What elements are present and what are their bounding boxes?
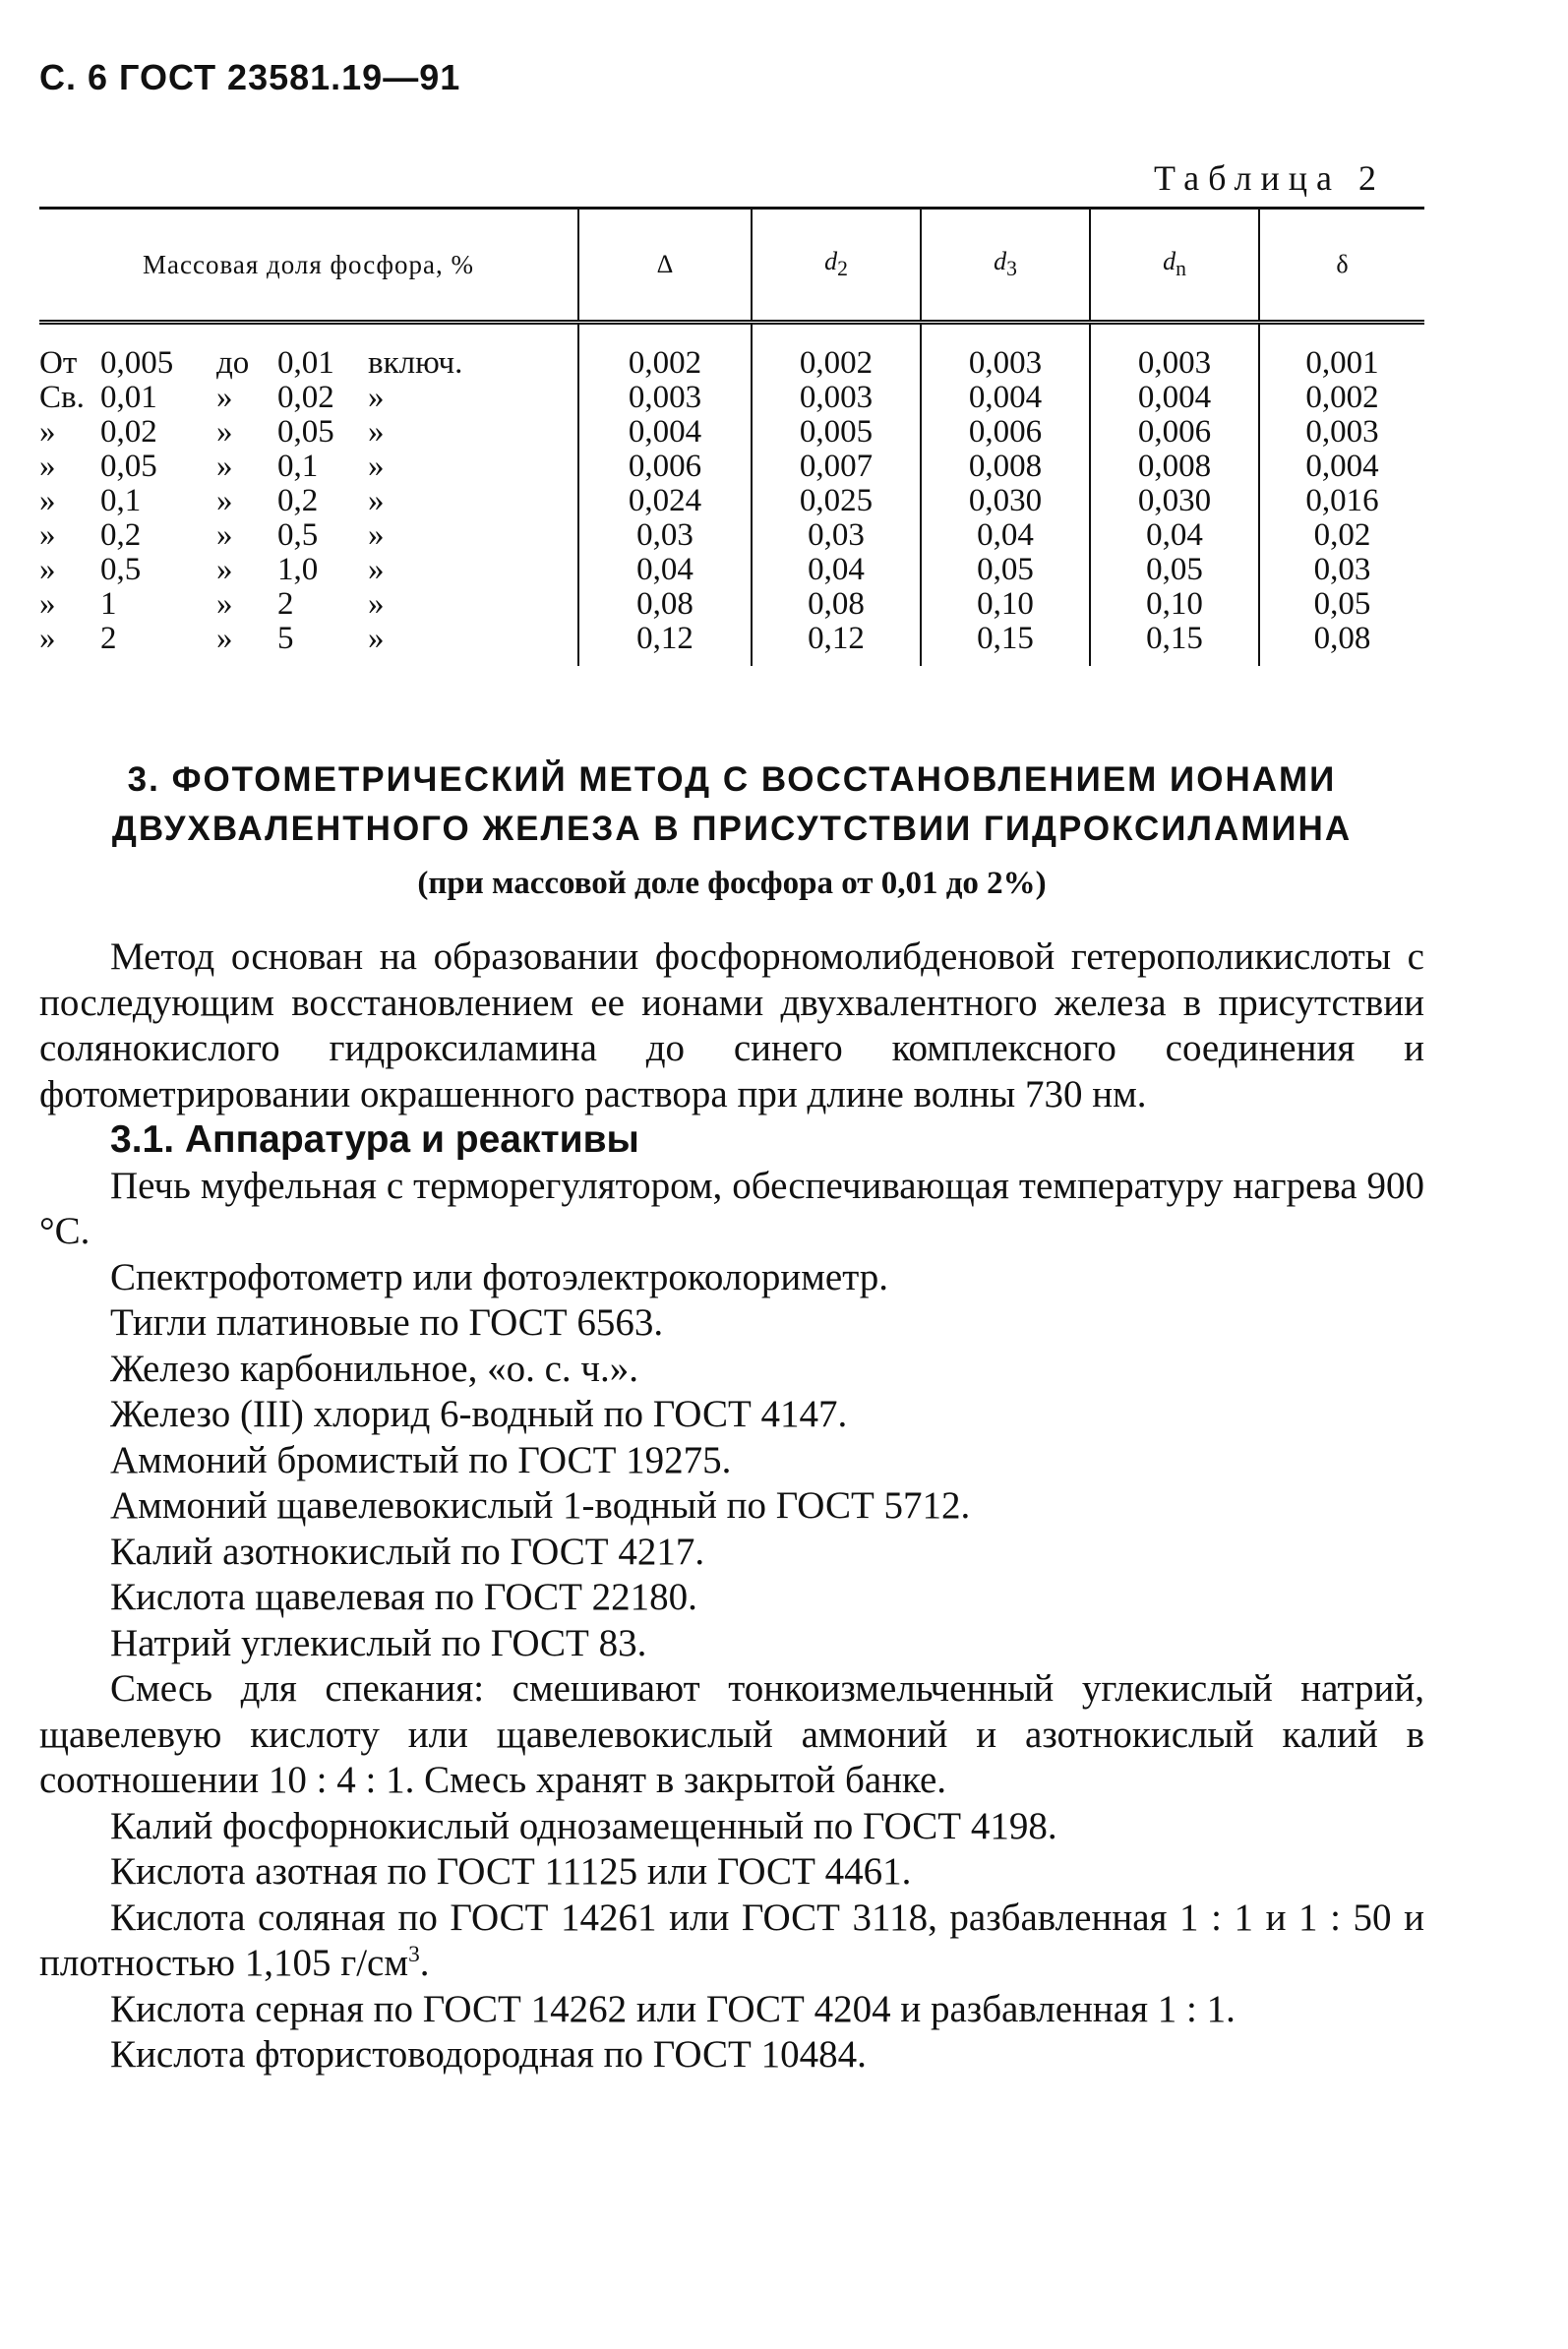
range-cell: » 1 » 2 » bbox=[39, 586, 385, 622]
value-cell: 0,12 bbox=[752, 622, 921, 666]
reagent-item: Железо карбонильное, «о. с. ч.». bbox=[110, 1347, 639, 1390]
table-2 bbox=[39, 207, 1424, 666]
value-cell: 0,03 bbox=[752, 518, 921, 553]
reagent-item: Кислота фтористоводородная по ГОСТ 10484. bbox=[110, 2033, 867, 2076]
table-caption: Таблица 2 bbox=[1154, 158, 1385, 198]
value-cell: 0,030 bbox=[921, 484, 1090, 518]
range-cell: » 0,5 » 1,0 » bbox=[39, 552, 385, 587]
section-body bbox=[39, 934, 1424, 2078]
value-cell: 0,04 bbox=[752, 553, 921, 587]
value-cell: 0,08 bbox=[752, 587, 921, 622]
reagent-item: Кислота азотная по ГОСТ 11125 или ГОСТ 4461. bbox=[110, 1850, 912, 1893]
value-cell: 0,006 bbox=[578, 450, 752, 484]
reagent-item: Кислота соляная по ГОСТ 14261 или ГОСТ 3118, разбавленная 1 : 1 и 1 : 50 и плотностью 1,105 $г/см^3$. bbox=[39, 1896, 1424, 1984]
value-cell: 0,001 bbox=[1259, 323, 1424, 382]
value-cell: 0,003 bbox=[578, 381, 752, 415]
reagents-list-continued bbox=[39, 1987, 1424, 2078]
reagent-item: Калий азотнокислый по ГОСТ 4217. bbox=[110, 1530, 705, 1573]
table-row bbox=[39, 450, 1424, 484]
reagent-item: Кислота серная по ГОСТ 14262 или ГОСТ 4204 и разбавленная 1 : 1. bbox=[110, 1987, 1236, 2030]
reagent-item: Железо (III) хлорид 6-водный по ГОСТ 4147. bbox=[110, 1393, 848, 1435]
column-header-mass-fraction: Массовая доля фосфора, % bbox=[39, 209, 578, 323]
value-cell: 0,007 bbox=[752, 450, 921, 484]
value-cell: 0,05 bbox=[921, 553, 1090, 587]
reagent-item: Аммоний щавелевокислый 1-водный по ГОСТ 5712. bbox=[110, 1484, 971, 1527]
method-description: Метод основан на образовании фосфорномолибденовой гетерополикислоты с последующим восстановлением ее ионами двухвалентного железа в присутствии солянокислого гидроксиламина до синего комплексного соединения и фотометрировании окрашенного раствора при длине волны 730 нм. bbox=[39, 935, 1424, 1115]
value-cell: 0,004 bbox=[1259, 450, 1424, 484]
reagent-item: Смесь для спекания: смешивают тонкоизмельченный углекислый натрий, щавелевую кислоту или щавелевокислый аммоний и азотнокислый калий в соотношении 10 : 4 : 1. Смесь хранят в закрытой банке. bbox=[39, 1667, 1424, 1801]
table-row bbox=[39, 587, 1424, 622]
value-cell: 0,006 bbox=[1090, 415, 1259, 450]
section-heading bbox=[39, 755, 1424, 854]
reagent-item: Калий фосфорнокислый однозамещенный по ГОСТ 4198. bbox=[110, 1804, 1057, 1847]
value-cell: 0,04 bbox=[1090, 518, 1259, 553]
value-cell: 0,05 bbox=[1090, 553, 1259, 587]
subsection-title: 3.1. Аппаратура и реактивы bbox=[110, 1118, 639, 1161]
range-cell: » 0,05 » 0,1 » bbox=[39, 449, 385, 484]
table-row bbox=[39, 323, 1424, 382]
value-cell: 0,15 bbox=[1090, 622, 1259, 666]
range-cell: Св. 0,01 » 0,02 » bbox=[39, 380, 385, 415]
value-cell: 0,003 bbox=[921, 323, 1090, 382]
value-cell: 0,006 bbox=[921, 415, 1090, 450]
value-cell: 0,003 bbox=[1090, 323, 1259, 382]
table-row bbox=[39, 622, 1424, 666]
section-subheading: (при массовой доле фосфора от 0,01 до 2%) bbox=[417, 866, 1047, 901]
table-row bbox=[39, 553, 1424, 587]
reagent-item: Печь муфельная с терморегулятором, обеспечивающая температуру нагрева 900 °С. bbox=[39, 1164, 1424, 1252]
page-header: С. 6 ГОСТ 23581.19—91 bbox=[39, 57, 461, 97]
value-cell: 0,08 bbox=[1259, 622, 1424, 666]
value-cell: 0,10 bbox=[921, 587, 1090, 622]
value-cell: 0,03 bbox=[1259, 553, 1424, 587]
value-cell: 0,004 bbox=[578, 415, 752, 450]
reagent-item: Натрий углекислый по ГОСТ 83. bbox=[110, 1621, 647, 1664]
value-cell: 0,002 bbox=[1259, 381, 1424, 415]
value-cell: 0,003 bbox=[1259, 415, 1424, 450]
value-cell: 0,008 bbox=[921, 450, 1090, 484]
reagent-item: Спектрофотометр или фотоэлектроколориметр. bbox=[110, 1255, 888, 1298]
range-cell: » 0,2 » 0,5 » bbox=[39, 517, 385, 553]
range-cell: » 0,02 » 0,05 » bbox=[39, 414, 385, 450]
value-cell: 0,030 bbox=[1090, 484, 1259, 518]
table-row bbox=[39, 484, 1424, 518]
column-header-d3: $d_3$ bbox=[921, 209, 1090, 323]
value-cell: 0,016 bbox=[1259, 484, 1424, 518]
value-cell: 0,10 bbox=[1090, 587, 1259, 622]
section-heading-line-2: ДВУХВАЛЕНТНОГО ЖЕЛЕЗА В ПРИСУТСТВИИ ГИДРОКСИЛАМИНА bbox=[111, 810, 1353, 848]
phosphorus-tolerance-table bbox=[39, 207, 1424, 666]
column-header-dn: $d_n$ bbox=[1090, 209, 1259, 323]
value-cell: 0,002 bbox=[578, 323, 752, 382]
table-row bbox=[39, 518, 1424, 553]
value-cell: 0,05 bbox=[1259, 587, 1424, 622]
reagent-item: Аммоний бромистый по ГОСТ 19275. bbox=[110, 1438, 732, 1481]
column-header-small-delta: δ bbox=[1259, 209, 1424, 323]
value-cell: 0,03 bbox=[578, 518, 752, 553]
value-cell: 0,08 bbox=[578, 587, 752, 622]
table-row bbox=[39, 415, 1424, 450]
value-cell: 0,02 bbox=[1259, 518, 1424, 553]
value-cell: 0,004 bbox=[1090, 381, 1259, 415]
range-cell: » 0,1 » 0,2 » bbox=[39, 483, 385, 518]
value-cell: 0,025 bbox=[752, 484, 921, 518]
value-cell: 0,12 bbox=[578, 622, 752, 666]
value-cell: 0,003 bbox=[752, 381, 921, 415]
table-row bbox=[39, 381, 1424, 415]
reagent-item: Кислота щавелевая по ГОСТ 22180. bbox=[110, 1576, 697, 1618]
value-cell: 0,008 bbox=[1090, 450, 1259, 484]
reagent-item: Тигли платиновые по ГОСТ 6563. bbox=[110, 1301, 664, 1344]
range-cell: От 0,005 до 0,01 включ. bbox=[39, 345, 463, 381]
range-cell: » 2 » 5 » bbox=[39, 621, 385, 656]
value-cell: 0,024 bbox=[578, 484, 752, 518]
column-header-d2: $d_2$ bbox=[752, 209, 921, 323]
value-cell: 0,04 bbox=[921, 518, 1090, 553]
value-cell: 0,005 bbox=[752, 415, 921, 450]
table-header-row bbox=[39, 209, 1424, 323]
reagents-list bbox=[39, 1164, 1424, 1896]
value-cell: 0,004 bbox=[921, 381, 1090, 415]
section-heading-line-1: 3. ФОТОМЕТРИЧЕСКИЙ МЕТОД С ВОССТАНОВЛЕНИЕМ ИОНАМИ bbox=[127, 760, 1337, 799]
value-cell: 0,002 bbox=[752, 323, 921, 382]
value-cell: 0,04 bbox=[578, 553, 752, 587]
value-cell: 0,15 bbox=[921, 622, 1090, 666]
column-header-delta: Δ bbox=[578, 209, 752, 323]
